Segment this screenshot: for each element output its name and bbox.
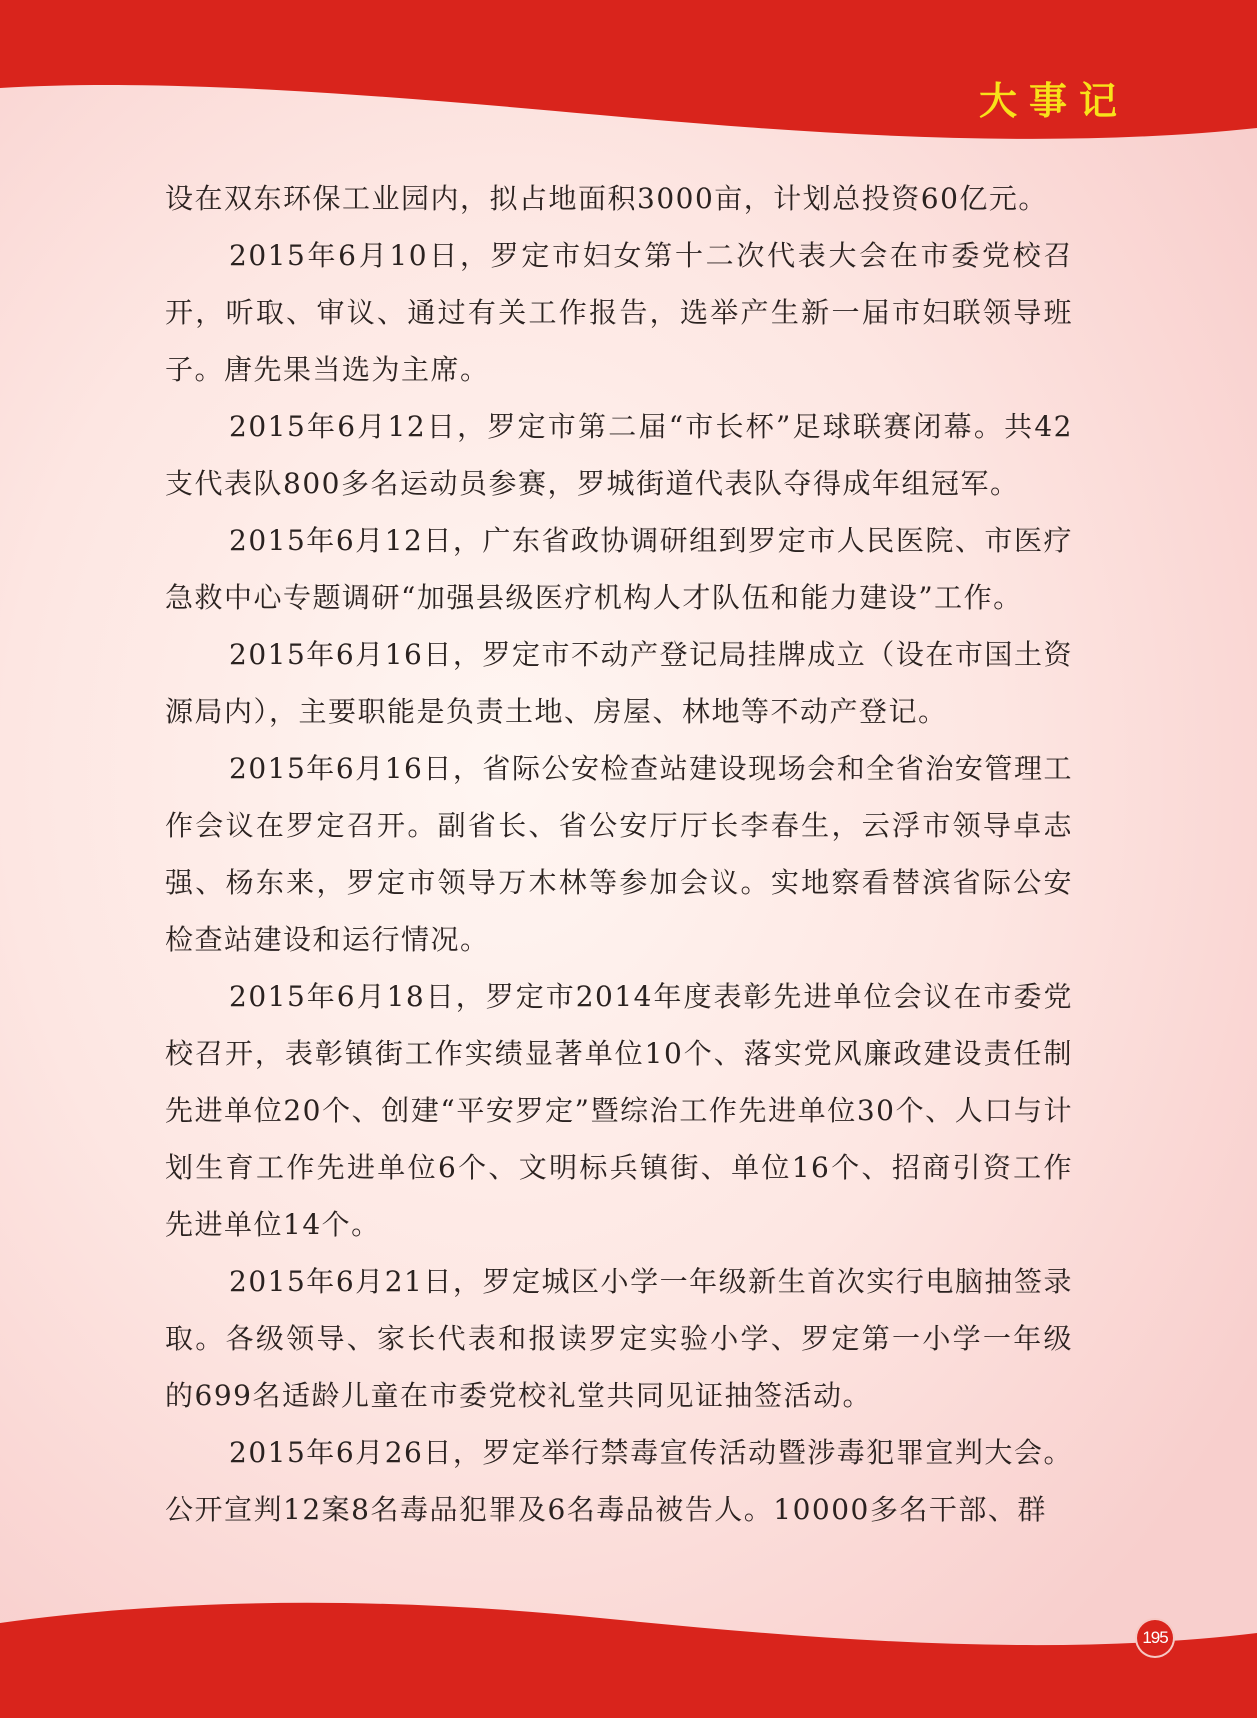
paragraph: 2015年6月18日，罗定市2014年度表彰先进单位会议在市委党校召开，表彰镇街工作实绩显著单位10个、落实党风廉政建设责任制先进单位20个、创建“平安罗定”暨综治工作先进单位30个、人口与计划生育工作先进单位6个、文明标兵镇街、单位16个、招商引资工作先进单位14个。 <box>165 980 1073 1241</box>
paragraph: 2015年6月16日，省际公安检查站建设现场会和全省治安管理工作会议在罗定召开。副省长、省公安厅厅长李春生，云浮市领导卓志强、杨东来，罗定市领导万木林等参加会议。实地察看替滨省际公安检查站建设和运行情况。 <box>165 752 1073 956</box>
paragraph: 2015年6月26日，罗定举行禁毒宣传活动暨涉毒犯罪宣判大会。公开宣判12案8名毒品犯罪及6名毒品被告人。10000多名干部、群 <box>165 1436 1073 1526</box>
paragraph: 2015年6月12日，罗定市第二届“市长杯”足球联赛闭幕。共42支代表队800多名运动员参赛，罗城街道代表队夺得成年组冠军。 <box>165 410 1073 500</box>
paragraph: 2015年6月21日，罗定城区小学一年级新生首次实行电脑抽签录取。各级领导、家长代表和报读罗定实验小学、罗定第一小学一年级的699名适龄儿童在市委党校礼堂共同见证抽签活动。 <box>165 1265 1073 1412</box>
article-body <box>165 170 1073 1538</box>
paragraph: 2015年6月12日，广东省政协调研组到罗定市人民医院、市医疗急救中心专题调研“加强县级医疗机构人才队伍和能力建设”工作。 <box>165 524 1073 614</box>
paragraph: 设在双东环保工业园内，拟占地面积3000亩，计划总投资60亿元。 <box>165 182 1048 215</box>
paragraph: 2015年6月10日，罗定市妇女第十二次代表大会在市委党校召开，听取、审议、通过有关工作报告，选举产生新一届市妇联领导班子。唐先果当选为主席。 <box>165 239 1073 386</box>
footer-wave <box>0 1578 1257 1718</box>
footer-band <box>0 1578 1257 1718</box>
page-number: 195 <box>1137 1620 1173 1656</box>
section-title: 大事记 <box>978 79 1129 123</box>
paragraph: 2015年6月16日，罗定市不动产登记局挂牌成立（设在市国土资源局内），主要职能是负责土地、房屋、林地等不动产登记。 <box>165 638 1073 728</box>
